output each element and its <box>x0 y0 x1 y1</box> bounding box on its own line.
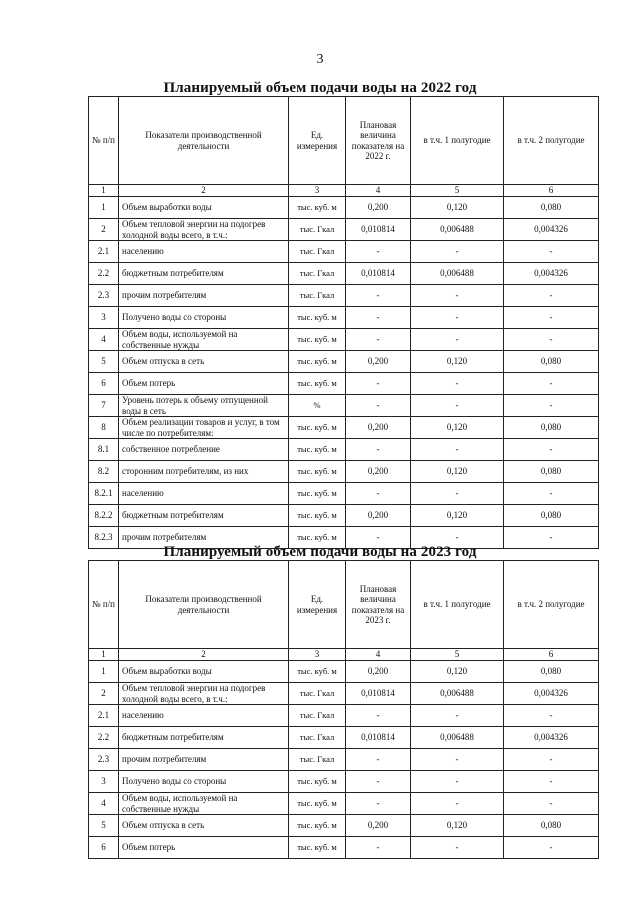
indicator-name: бюджетным потребителям <box>119 263 289 285</box>
half-1-value: - <box>411 241 504 263</box>
unit-cell: тыс. Гкал <box>289 263 346 285</box>
table-row <box>89 661 599 683</box>
column-index: 2 <box>119 649 289 661</box>
row-number: 8.1 <box>89 439 119 461</box>
plan-value: 0,200 <box>346 351 411 373</box>
header-half-1: в т.ч. 1 полугодие <box>411 97 504 185</box>
table-row <box>89 351 599 373</box>
unit-cell: тыс. Гкал <box>289 683 346 705</box>
half-2-value: 0,004326 <box>504 219 599 241</box>
unit-cell: % <box>289 395 346 417</box>
indicator-name: бюджетным потребителям <box>119 505 289 527</box>
row-number: 2.2 <box>89 263 119 285</box>
half-1-value: 0,120 <box>411 461 504 483</box>
header-row <box>89 561 599 649</box>
half-1-value: - <box>411 793 504 815</box>
half-1-value: - <box>411 483 504 505</box>
half-1-value: - <box>411 395 504 417</box>
column-index: 2 <box>119 185 289 197</box>
header-plan: Плановая величина показателя на 2022 г. <box>346 97 411 185</box>
half-2-value: - <box>504 439 599 461</box>
row-number: 8.2.2 <box>89 505 119 527</box>
unit-cell: тыс. куб. м <box>289 461 346 483</box>
half-2-value: 0,004326 <box>504 263 599 285</box>
column-index-row <box>89 649 599 661</box>
half-2-value: 0,080 <box>504 815 599 837</box>
plan-value: - <box>346 241 411 263</box>
half-2-value: - <box>504 329 599 351</box>
water-supply-table-2023 <box>88 560 599 859</box>
indicator-name: населению <box>119 705 289 727</box>
indicator-name: бюджетным потребителям <box>119 727 289 749</box>
unit-cell: тыс. куб. м <box>289 505 346 527</box>
plan-value: 0,010814 <box>346 727 411 749</box>
table-row <box>89 439 599 461</box>
table-body <box>89 197 599 549</box>
unit-cell: тыс. куб. м <box>289 439 346 461</box>
unit-cell: тыс. куб. м <box>289 351 346 373</box>
row-number: 8 <box>89 417 119 439</box>
column-index: 5 <box>411 649 504 661</box>
unit-cell: тыс. Гкал <box>289 219 346 241</box>
row-number: 2 <box>89 219 119 241</box>
header-no: № п/п <box>89 561 119 649</box>
header-half-2: в т.ч. 2 полугодие <box>504 97 599 185</box>
plan-value: 0,200 <box>346 417 411 439</box>
unit-cell: тыс. куб. м <box>289 307 346 329</box>
plan-value: 0,010814 <box>346 263 411 285</box>
indicator-name: Объем отпуска в сеть <box>119 815 289 837</box>
page-number: 3 <box>316 52 324 67</box>
table-row <box>89 417 599 439</box>
plan-value: - <box>346 527 411 549</box>
half-1-value: - <box>411 749 504 771</box>
indicator-name: Объем тепловой энергии на подогрев холодной воды всего, в т.ч.: <box>119 219 289 241</box>
unit-cell: тыс. куб. м <box>289 329 346 351</box>
half-1-value: - <box>411 837 504 859</box>
table-row <box>89 395 599 417</box>
unit-cell: тыс. куб. м <box>289 417 346 439</box>
half-1-value: - <box>411 705 504 727</box>
column-index: 4 <box>346 185 411 197</box>
plan-value: - <box>346 483 411 505</box>
unit-cell: тыс. куб. м <box>289 661 346 683</box>
half-1-value: - <box>411 329 504 351</box>
column-index: 1 <box>89 185 119 197</box>
column-index: 6 <box>504 649 599 661</box>
half-1-value: - <box>411 307 504 329</box>
unit-cell: тыс. куб. м <box>289 771 346 793</box>
row-number: 3 <box>89 771 119 793</box>
unit-cell: тыс. Гкал <box>289 705 346 727</box>
table-row <box>89 705 599 727</box>
plan-value: - <box>346 439 411 461</box>
row-number: 4 <box>89 329 119 351</box>
indicator-name: Получено воды со стороны <box>119 771 289 793</box>
half-2-value: - <box>504 837 599 859</box>
indicator-name: собственное потребление <box>119 439 289 461</box>
table-row <box>89 771 599 793</box>
plan-value: 0,200 <box>346 815 411 837</box>
row-number: 7 <box>89 395 119 417</box>
plan-value: - <box>346 373 411 395</box>
column-index: 4 <box>346 649 411 661</box>
row-number: 2.2 <box>89 727 119 749</box>
row-number: 2.1 <box>89 705 119 727</box>
half-2-value: - <box>504 395 599 417</box>
table-title-2023: Планируемый объем подачи воды на 2023 год <box>163 544 477 560</box>
half-2-value: - <box>504 483 599 505</box>
unit-cell: тыс. куб. м <box>289 373 346 395</box>
table-row <box>89 373 599 395</box>
unit-cell: тыс. куб. м <box>289 197 346 219</box>
header-row <box>89 97 599 185</box>
unit-cell: тыс. куб. м <box>289 483 346 505</box>
unit-cell: тыс. куб. м <box>289 815 346 837</box>
half-1-value: 0,120 <box>411 351 504 373</box>
row-number: 8.2.3 <box>89 527 119 549</box>
table-row <box>89 727 599 749</box>
table-row <box>89 285 599 307</box>
indicator-name: Объем реализации товаров и услуг, в том числе по потребителям: <box>119 417 289 439</box>
half-1-value: 0,120 <box>411 417 504 439</box>
plan-value: 0,200 <box>346 197 411 219</box>
column-index: 3 <box>289 649 346 661</box>
half-1-value: - <box>411 373 504 395</box>
unit-cell: тыс. Гкал <box>289 285 346 307</box>
table-row <box>89 219 599 241</box>
plan-value: - <box>346 771 411 793</box>
half-2-value: - <box>504 749 599 771</box>
table-row <box>89 263 599 285</box>
plan-value: - <box>346 395 411 417</box>
indicator-name: прочим потребителям <box>119 527 289 549</box>
half-2-value: 0,004326 <box>504 683 599 705</box>
unit-cell: тыс. куб. м <box>289 527 346 549</box>
unit-cell: тыс. Гкал <box>289 727 346 749</box>
plan-value: - <box>346 307 411 329</box>
half-1-value: 0,120 <box>411 197 504 219</box>
indicator-name: прочим потребителям <box>119 749 289 771</box>
indicator-name: Объем потерь <box>119 373 289 395</box>
half-2-value: - <box>504 527 599 549</box>
indicator-name: Объем отпуска в сеть <box>119 351 289 373</box>
half-2-value: 0,080 <box>504 661 599 683</box>
header-unit: Ед. измерения <box>289 561 346 649</box>
indicator-name: Объем воды, используемой на собственные нужды <box>119 329 289 351</box>
table-row <box>89 197 599 219</box>
row-number: 1 <box>89 661 119 683</box>
half-1-value: - <box>411 527 504 549</box>
table-body <box>89 661 599 859</box>
row-number: 2.3 <box>89 285 119 307</box>
row-number: 6 <box>89 837 119 859</box>
indicator-name: населению <box>119 483 289 505</box>
table-row <box>89 683 599 705</box>
half-1-value: 0,006488 <box>411 263 504 285</box>
plan-value: 0,010814 <box>346 219 411 241</box>
half-1-value: 0,006488 <box>411 683 504 705</box>
row-number: 1 <box>89 197 119 219</box>
indicator-name: Объем воды, используемой на собственные нужды <box>119 793 289 815</box>
half-2-value: - <box>504 771 599 793</box>
half-2-value: 0,004326 <box>504 727 599 749</box>
half-1-value: 0,120 <box>411 505 504 527</box>
half-2-value: 0,080 <box>504 505 599 527</box>
indicator-name: Объем потерь <box>119 837 289 859</box>
table-row <box>89 837 599 859</box>
table-row <box>89 329 599 351</box>
unit-cell: тыс. Гкал <box>289 241 346 263</box>
indicator-name: Объем выработки воды <box>119 197 289 219</box>
header-name: Показатели производственной деятельности <box>119 97 289 185</box>
half-2-value: - <box>504 793 599 815</box>
half-1-value: 0,120 <box>411 661 504 683</box>
half-1-value: 0,006488 <box>411 219 504 241</box>
row-number: 2 <box>89 683 119 705</box>
indicator-name: населению <box>119 241 289 263</box>
row-number: 5 <box>89 351 119 373</box>
table-row <box>89 505 599 527</box>
header-half-1: в т.ч. 1 полугодие <box>411 561 504 649</box>
table-row <box>89 307 599 329</box>
half-2-value: - <box>504 705 599 727</box>
table-row <box>89 241 599 263</box>
half-2-value: - <box>504 285 599 307</box>
half-1-value: - <box>411 439 504 461</box>
row-number: 6 <box>89 373 119 395</box>
plan-value: - <box>346 837 411 859</box>
column-index: 1 <box>89 649 119 661</box>
header-half-2: в т.ч. 2 полугодие <box>504 561 599 649</box>
plan-value: 0,200 <box>346 661 411 683</box>
indicator-name: Объем тепловой энергии на подогрев холодной воды всего, в т.ч.: <box>119 683 289 705</box>
half-1-value: 0,120 <box>411 815 504 837</box>
indicator-name: сторонним потребителям, из них <box>119 461 289 483</box>
plan-value: 0,200 <box>346 461 411 483</box>
plan-value: 0,010814 <box>346 683 411 705</box>
half-2-value: 0,080 <box>504 461 599 483</box>
unit-cell: тыс. куб. м <box>289 793 346 815</box>
plan-value: - <box>346 705 411 727</box>
plan-value: - <box>346 329 411 351</box>
half-1-value: - <box>411 771 504 793</box>
plan-value: - <box>346 749 411 771</box>
header-no: № п/п <box>89 97 119 185</box>
indicator-name: Уровень потерь к объему отпущенной воды в сеть <box>119 395 289 417</box>
row-number: 2.1 <box>89 241 119 263</box>
plan-value: 0,200 <box>346 505 411 527</box>
half-2-value: - <box>504 373 599 395</box>
indicator-name: Получено воды со стороны <box>119 307 289 329</box>
header-name: Показатели производственной деятельности <box>119 561 289 649</box>
half-2-value: - <box>504 241 599 263</box>
table-row <box>89 749 599 771</box>
half-2-value: - <box>504 307 599 329</box>
column-index: 3 <box>289 185 346 197</box>
column-index: 6 <box>504 185 599 197</box>
plan-value: - <box>346 793 411 815</box>
half-1-value: - <box>411 285 504 307</box>
plan-value: - <box>346 285 411 307</box>
column-index-row <box>89 185 599 197</box>
unit-cell: тыс. Гкал <box>289 749 346 771</box>
row-number: 8.2.1 <box>89 483 119 505</box>
unit-cell: тыс. куб. м <box>289 837 346 859</box>
header-plan: Плановая величина показателя на 2023 г. <box>346 561 411 649</box>
row-number: 4 <box>89 793 119 815</box>
table-title-2022: Планируемый объем подачи воды на 2022 год <box>163 80 477 96</box>
row-number: 8.2 <box>89 461 119 483</box>
indicator-name: Объем выработки воды <box>119 661 289 683</box>
header-unit: Ед. измерения <box>289 97 346 185</box>
water-supply-table-2022 <box>88 96 599 549</box>
indicator-name: прочим потребителям <box>119 285 289 307</box>
table-row <box>89 461 599 483</box>
table-row <box>89 483 599 505</box>
half-2-value: 0,080 <box>504 417 599 439</box>
half-2-value: 0,080 <box>504 351 599 373</box>
row-number: 5 <box>89 815 119 837</box>
column-index: 5 <box>411 185 504 197</box>
row-number: 3 <box>89 307 119 329</box>
half-1-value: 0,006488 <box>411 727 504 749</box>
half-2-value: 0,080 <box>504 197 599 219</box>
row-number: 2.3 <box>89 749 119 771</box>
table-row <box>89 793 599 815</box>
table-row <box>89 815 599 837</box>
